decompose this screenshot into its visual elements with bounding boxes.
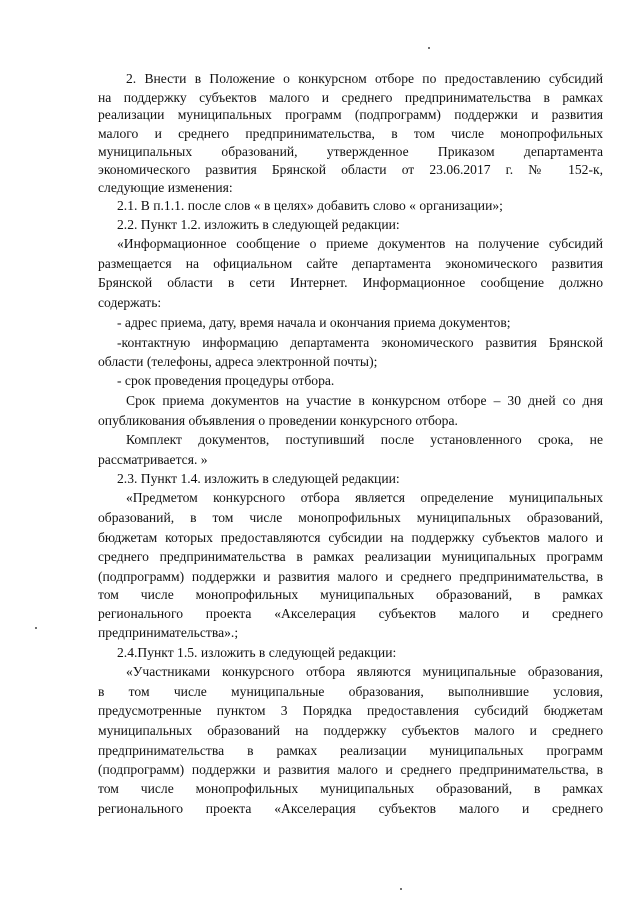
text-line: - адрес приема, дату, время начала и окончания приема документов;: [117, 315, 511, 330]
text-line: муниципальных образований на поддержку субъектов малого и среднего: [98, 723, 603, 738]
text-line: среднего предпринимательства в рамках реализации муниципальных программ: [98, 549, 603, 564]
text-line: образований, в том числе монопрофильных муниципальных образований,: [98, 510, 603, 525]
text-line: «Информационное сообщение о приеме документов на получение субсидий: [117, 236, 603, 251]
text-line: предусмотренные пунктом 3 Порядка предоставления субсидий бюджетам: [98, 703, 603, 718]
text-line: предпринимательства в рамках реализации муниципальных программ: [98, 743, 603, 758]
text-line: регионального проекта «Акселерация субъектов малого и среднего: [98, 801, 603, 816]
text-line: опубликования объявления о проведении конкурсного отбора.: [98, 413, 458, 428]
text-line: 2.2. Пункт 1.2. изложить в следующей редакции:: [117, 217, 400, 232]
scan-speck: [428, 47, 430, 49]
text-line: (подпрограмм) поддержки и развития малого и среднего предпринимательства, в: [98, 762, 603, 777]
text-line: малого и среднего предпринимательства, в том числе монопрофильных: [98, 126, 603, 141]
text-line: муниципальных образований, утвержденное Приказом департамента: [98, 144, 603, 159]
text-line: «Предметом конкурсного отбора является определение муниципальных: [126, 490, 603, 505]
text-line: регионального проекта «Акселерация субъектов малого и среднего: [98, 606, 603, 621]
text-line: «Участниками конкурсного отбора являются муниципальные образования,: [126, 664, 603, 679]
text-line: содержать:: [98, 295, 162, 310]
scan-speck: [35, 627, 37, 629]
text-line: -контактную информацию департамента экономического развития Брянской: [117, 335, 603, 350]
text-line: 2.3. Пункт 1.4. изложить в следующей редакции:: [117, 471, 400, 486]
text-line: следующие изменения:: [98, 180, 233, 195]
text-line: 2.1. В п.1.1. после слов « в целях» добавить слово « организации»;: [117, 198, 503, 213]
text-line: рассматривается. »: [98, 452, 208, 467]
text-line: в том числе муниципальные образования, выполнившие условия,: [98, 684, 603, 699]
text-line: 2. Внести в Положение о конкурсном отборе по предоставлению субсидий: [126, 71, 603, 86]
text-line: Комплект документов, поступивший после установленного срока, не: [126, 432, 603, 447]
text-line: области (телефоны, адреса электронной почты);: [98, 354, 378, 369]
text-line: экономического развития Брянской области от 23.06.2017 г. № 152-к,: [98, 162, 603, 177]
text-line: бюджетам которых предоставляются субсидии на поддержку субъектов малого и: [98, 530, 603, 545]
text-line: (подпрограмм) поддержки и развития малого и среднего предпринимательства, в: [98, 569, 603, 584]
text-line: предпринимательства».;: [98, 625, 239, 640]
text-line: размещается на официальном сайте департамента экономического развития: [98, 256, 603, 271]
scan-speck: [400, 888, 402, 890]
text-line: реализации муниципальных программ (подпрограмм) поддержки и развития: [98, 107, 603, 122]
text-line: Срок приема документов на участие в конкурсном отборе – 30 дней со дня: [126, 393, 603, 408]
text-line: Брянской области в сети Интернет. Информационное сообщение должно: [98, 275, 603, 290]
text-line: на поддержку субъектов малого и среднего предпринимательства в рамках: [98, 90, 603, 105]
text-line: том числе монопрофильных муниципальных образований, в рамках: [98, 781, 603, 796]
text-line: том числе монопрофильных муниципальных образований, в рамках: [98, 587, 603, 602]
text-line: 2.4.Пункт 1.5. изложить в следующей редакции:: [117, 645, 397, 660]
text-line: - срок проведения процедуры отбора.: [117, 373, 335, 388]
